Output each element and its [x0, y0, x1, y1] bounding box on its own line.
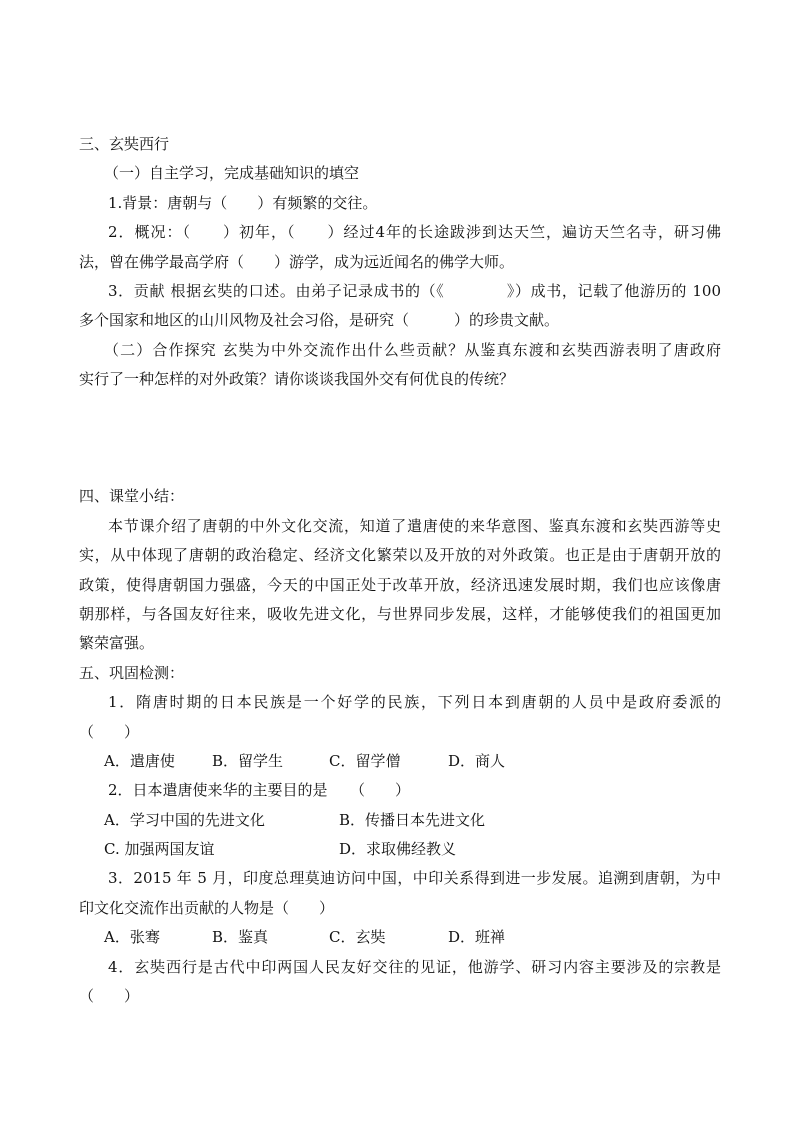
section-4-paragraph-line3: 政策，使得唐朝国力强盛，今天的中国正处于改革开放，经济迅速发展时期，我们也应该像唐: [79, 576, 721, 594]
section-4-title: 四、课堂小结：: [79, 487, 185, 505]
section-4-paragraph-line1: 本节课介绍了唐朝的中外文化交流，知道了遣唐使的来华意图、鉴真东渡和玄奘西游等史: [108, 517, 721, 535]
section-4-paragraph-line5: 繁荣富强。: [79, 634, 155, 652]
section-3-q1: 1.背景：唐朝与（ ）有频繁的交往。: [108, 194, 378, 212]
quiz-q2-option-b: B．传播日本先进文化: [339, 811, 486, 829]
section-3-q2-line1: 2．概况：（ ）初年，（ ）经过4年的长途跋涉到达天竺，遍访天竺名寺，研习佛: [108, 223, 721, 241]
section-3-sub1: （一）自主学习，完成基础知识的填空: [104, 164, 360, 182]
quiz-q4-line2: （ ）: [79, 987, 140, 1005]
quiz-q2-option-d: D．求取佛经教义: [339, 840, 457, 858]
quiz-q3-line2: 印文化交流作出贡献的人物是（ ）: [79, 899, 335, 917]
quiz-q1-option-a: A．遣唐使: [104, 752, 175, 770]
section-4-paragraph-line2: 实，从中体现了唐朝的政治稳定、经济文化繁荣以及开放的对外政策。也正是由于唐朝开放的: [79, 546, 721, 564]
section-5-title: 五、巩固检测：: [79, 664, 185, 682]
quiz-q2-option-a: A．学习中国的先进文化: [104, 811, 265, 829]
quiz-q3-option-c: C．玄奘: [329, 928, 386, 946]
section-3-sub2-line2: 实行了一种怎样的对外政策？请你谈谈我国外交有何优良的传统？: [79, 370, 515, 388]
quiz-q3-option-b: B．鉴真: [212, 928, 269, 946]
quiz-q3-line1: 3．2015 年 5 月，印度总理莫迪访问中国，中印关系得到进一步发展。追溯到唐朝，为中: [108, 869, 721, 887]
quiz-q1-option-b: B．留学生: [212, 752, 284, 770]
quiz-q3-option-a: A．张骞: [104, 928, 160, 946]
section-3-sub2-line1: （二）合作探究 玄奘为中外交流作出什么些贡献？从鉴真东渡和玄奘西游表明了唐政府: [104, 341, 721, 359]
quiz-q3-option-d: D．班禅: [448, 928, 506, 946]
quiz-q1-line2: （ ）: [79, 723, 140, 741]
quiz-q4-line1: 4．玄奘西行是古代中印两国人民友好交往的见证，他游学、研习内容主要涉及的宗教是: [108, 958, 721, 976]
section-3-title: 三、玄奘西行: [79, 135, 170, 153]
section-3-q2-line2: 法，曾在佛学最高学府（ ）游学，成为远近闻名的佛学大师。: [79, 253, 515, 271]
quiz-q1-line1: 1．隋唐时期的日本民族是一个好学的民族，下列日本到唐朝的人员中是政府委派的: [108, 693, 721, 711]
section-4-paragraph-line4: 朝那样，与各国友好往来，吸收先进文化，与世界同步发展，这样，才能够使我们的祖国更加: [79, 605, 721, 623]
quiz-q1-option-d: D．商人: [448, 752, 506, 770]
section-3-q3-line2: 多个国家和地区的山川风物及社会习俗，是研究（ ）的珍贵文献。: [79, 311, 560, 329]
section-3-q3-line1: 3．贡献 根据玄奘的口述。由弟子记录成书的（《 》）成书，记载了他游历的 100: [108, 282, 721, 300]
quiz-q1-option-c: C．留学僧: [329, 752, 401, 770]
quiz-q2-line1: 2．日本遣唐使来华的主要目的是 （ ）: [108, 781, 411, 799]
quiz-q2-option-c: C. 加强两国友谊: [104, 840, 215, 858]
